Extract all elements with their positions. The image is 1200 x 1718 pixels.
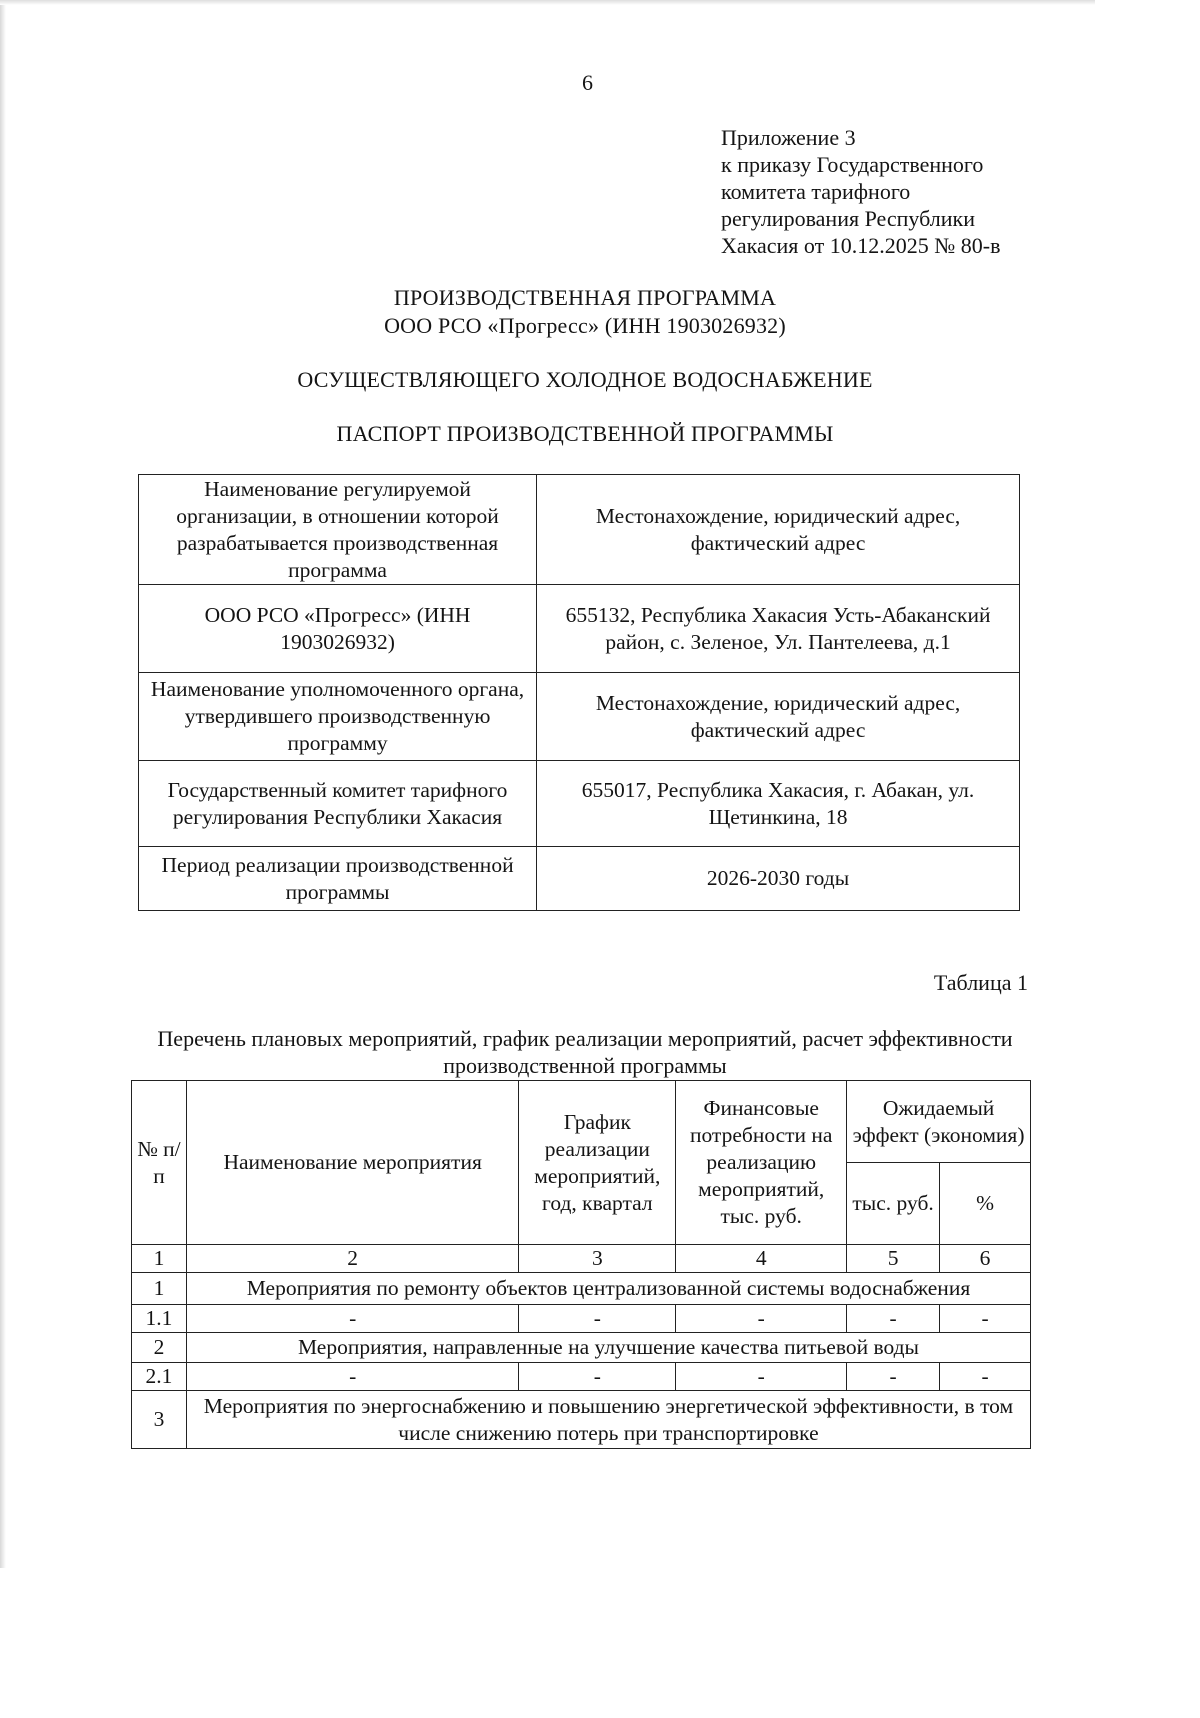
header-name: Наименование мероприятия — [186, 1081, 518, 1245]
program-title: ПРОИЗВОДСТВЕННАЯ ПРОГРАММА — [393, 285, 777, 310]
table-row — [139, 585, 1020, 673]
table-cell: Наименование уполномоченного органа, утвердившего производственную программу — [139, 673, 537, 761]
table-label: Таблица 1 — [933, 970, 1028, 995]
table-cell: 655017, Республика Хакасия, г. Абакан, ул. Щетинкина, 18 — [537, 761, 1020, 847]
header-effect: Ожидаемый эффект (экономия) — [847, 1081, 1031, 1163]
section-row — [132, 1333, 1031, 1363]
activity-title: ОСУЩЕСТВЛЯЮЩЕГО ХОЛОДНОЕ ВОДОСНАБЖЕНИЕ — [297, 367, 873, 392]
appendix-line: Хакасия от 10.12.2025 № 80-в — [721, 233, 1001, 258]
section-num: 3 — [132, 1391, 187, 1449]
table-cell: 655132, Республика Хакасия Усть-Абаканский район, с. Зеленое, Ул. Пантелеева, д.1 — [537, 585, 1020, 673]
section-title: Мероприятия по энергоснабжению и повышению энергетической эффективности, в том числе снижению потерь при транспортировке — [186, 1391, 1030, 1449]
column-number: 5 — [847, 1245, 940, 1273]
section-title: Мероприятия по ремонту объектов централизованной системы водоснабжения — [186, 1273, 1030, 1305]
appendix-line: к приказу Государственного — [721, 152, 984, 177]
section-row — [132, 1273, 1031, 1305]
header-percent: % — [940, 1163, 1031, 1245]
table-cell: - — [676, 1305, 847, 1333]
organization-title: ООО РСО «Прогресс» (ИНН 1903026932) — [384, 313, 786, 338]
column-number: 4 — [676, 1245, 847, 1273]
column-number: 1 — [132, 1245, 187, 1273]
table-row — [139, 847, 1020, 911]
table-caption: Перечень плановых мероприятий, график реализации мероприятий, расчет эффективности производственной программы — [157, 1026, 1013, 1078]
table-row — [139, 761, 1020, 847]
column-number: 6 — [940, 1245, 1031, 1273]
table-cell: - — [519, 1305, 676, 1333]
header-finance: Финансовые потребности на реализацию мероприятий, тыс. руб. — [676, 1081, 847, 1245]
passport-table — [138, 474, 1020, 911]
column-number: 3 — [519, 1245, 676, 1273]
appendix-line: регулирования Республики — [721, 206, 975, 231]
table-cell: Наименование регулируемой организации, в отношении которой разрабатывается производственная программа — [139, 475, 537, 585]
column-numbers-row — [132, 1245, 1031, 1273]
table-cell: Местонахождение, юридический адрес, фактический адрес — [537, 673, 1020, 761]
table-cell: - — [186, 1305, 518, 1333]
column-number: 2 — [186, 1245, 518, 1273]
section-num: 2 — [132, 1333, 187, 1363]
row-num: 1.1 — [132, 1305, 187, 1333]
scan-edge-top — [0, 0, 1095, 5]
table-row — [132, 1363, 1031, 1391]
header-num: № п/п — [132, 1081, 187, 1245]
table-cell: - — [847, 1305, 940, 1333]
table-cell: - — [847, 1363, 940, 1391]
header-schedule: График реализации мероприятий, год, квартал — [519, 1081, 676, 1245]
table-cell: Государственный комитет тарифного регулирования Республики Хакасия — [139, 761, 537, 847]
appendix-block — [721, 124, 1051, 259]
section-title: Мероприятия, направленные на улучшение качества питьевой воды — [186, 1333, 1030, 1363]
table-cell: - — [940, 1363, 1031, 1391]
table-cell: - — [519, 1363, 676, 1391]
header-thous-rub: тыс. руб. — [847, 1163, 940, 1245]
table-row — [139, 475, 1020, 585]
table-cell: - — [940, 1305, 1031, 1333]
scan-edge-left — [0, 0, 6, 1568]
table-cell: Период реализации производственной программы — [139, 847, 537, 911]
section-row — [132, 1391, 1031, 1449]
table-cell: 2026-2030 годы — [537, 847, 1020, 911]
table-row — [132, 1305, 1031, 1333]
table-cell: - — [676, 1363, 847, 1391]
table-cell: ООО РСО «Прогресс» (ИНН 1903026932) — [139, 585, 537, 673]
table-cell: Местонахождение, юридический адрес, фактический адрес — [537, 475, 1020, 585]
appendix-line: Приложение 3 — [721, 125, 856, 150]
row-num: 2.1 — [132, 1363, 187, 1391]
table-row — [139, 673, 1020, 761]
passport-title: ПАСПОРТ ПРОИЗВОДСТВЕННОЙ ПРОГРАММЫ — [336, 421, 834, 446]
appendix-line: комитета тарифного — [721, 179, 911, 204]
header-row — [132, 1081, 1031, 1163]
events-table — [131, 1080, 1031, 1449]
table-cell: - — [186, 1363, 518, 1391]
section-num: 1 — [132, 1273, 187, 1305]
page-number: 6 — [582, 70, 593, 95]
